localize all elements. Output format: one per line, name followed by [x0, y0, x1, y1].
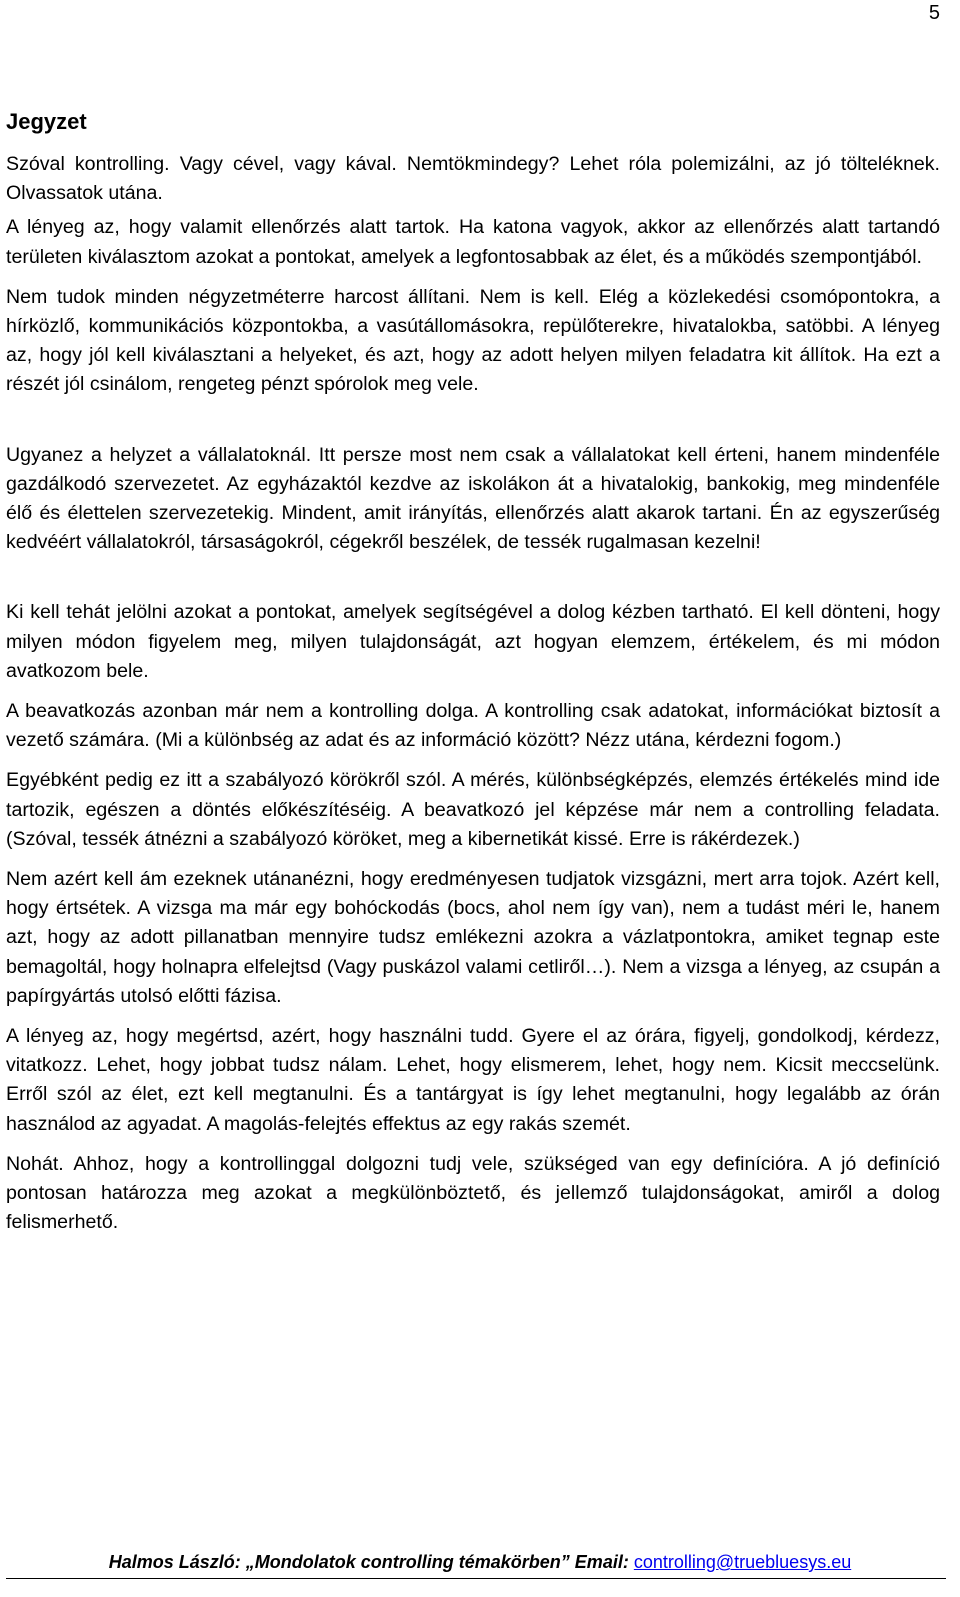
- footer-text: Halmos László: „Mondolatok controlling témakörben” Email:: [108, 1552, 634, 1572]
- paragraph: Nem tudok minden négyzetméterre harcost állítani. Nem is kell. Elég a közlekedési csomópontokra, a hírközlő, kommunikációs központokba, a vasútállomásokra, repülőterekre, hivatalokba, satöbbi. A lényeg az, hogy jól kell kiválasztani a helyeket, és azt, hogy az adott helyen milyen feladatra kit állítok. Ha ezt a részét jól csinálom, rengeteg pénzt spórolok meg vele.: [6, 285, 940, 396]
- paragraph: A lényeg az, hogy megértsd, azért, hogy használni tudd. Gyere el az órára, figyelj, gondolkodj, kérdezz, vitatkozz. Lehet, hogy jobbat tudsz nálam. Lehet, hogy elismerem, lehet, hogy nem. Kicsit meccselünk. Erről szól az élet, ezt kell megtanulni. És a tantárgyat is így lehet megtanulni, hogy legalább az órán használod az agyadat. A magolás-felejtés effektus az egy rakás szemét.: [6, 1025, 940, 1135]
- paragraph: Ugyanez a helyzet a vállalatoknál. Itt persze most nem csak a vállalatokat kell érteni, hanem mindenféle gazdálkodó szervezetet. Az egyházaktól kezdve az iskolákon át a hivatalokig, bankokig, meg mindenféle élő és élettelen szervezetekig. Mindent, amit irányítás, ellenőrzés alatt akarok tartani. Én az egyszerűség kedvéért vállalatokról, társaságokról, cégekről beszélek, de tessék rugalmasan kezelni!: [6, 443, 940, 554]
- document-body: [6, 108, 940, 1249]
- page-footer: [0, 1552, 960, 1573]
- paragraph: Nem azért kell ám ezeknek utánanézni, hogy eredményesen tudjatok vizsgázni, mert arra tojok. Azért kell, hogy értsétek. A vizsga ma már egy bohóckodás (bocs, ahol nem így van), nem a tudást méri le, hanem azt, hogy az adott pillanatban mennyire tudsz emlékezni azokra a vázlatpontokra, amiket tegnap este bemagoltál, hogy holnapra elfelejtsd (Vagy puskázol valami cetliről…). Nem a vizsga a lényeg, az csupán a papírgyártás utolsó előtti fázisa.: [6, 868, 940, 1007]
- footer-divider: [6, 1578, 946, 1579]
- paragraph: A lényeg az, hogy valamit ellenőrzés alatt tartok. Ha katona vagyok, akkor az ellenőrzés alatt tartandó területen kiválasztom azokat a pontokat, amelyek a legfontosabbak az élet, és a működés szempontjából.: [6, 216, 940, 268]
- footer-email-link[interactable]: controlling@truebluesys.eu: [633, 1552, 852, 1572]
- paragraph: Nohát. Ahhoz, hogy a kontrollinggal dolgozni tudj vele, szükséged van egy definícióra. A jó definíció pontosan határozza meg azokat a megkülönböztető, és jellemző tulajdonságokat, amiről a dolog felismerhető.: [6, 1152, 940, 1234]
- page-number: 5: [928, 2, 940, 24]
- paragraph: Egyébként pedig ez itt a szabályozó körökről szól. A mérés, különbségképzés, elemzés értékelés mind ide tartozik, egészen a döntés előkészítéséig. A beavatkozó jel képzése már nem a controlling feladata. (Szóval, tessék átnézni a szabályozó köröket, meg a kibernetikát kissé. Erre is rákérdezek.): [6, 769, 940, 850]
- paragraph: A beavatkozás azonban már nem a kontrolling dolga. A kontrolling csak adatokat, információkat biztosít a vezető számára. (Mi a különbség az adat és az információ között? Nézz utána, kérdezni fogom.): [6, 700, 940, 752]
- section-heading: Jegyzet: [6, 109, 87, 134]
- paragraph: Ki kell tehát jelölni azokat a pontokat, amelyek segítségével a dolog kézben tartható. El kell dönteni, hogy milyen módon figyelem meg, milyen tulajdonságát, azt hogyan elemzem, értékelem, és mi módon avatkozom bele.: [6, 601, 940, 682]
- paragraph: Szóval kontrolling. Vagy cével, vagy kával. Nemtökmindegy? Lehet róla polemizálni, az jó tölteléknek. Olvassatok utána.: [6, 153, 940, 205]
